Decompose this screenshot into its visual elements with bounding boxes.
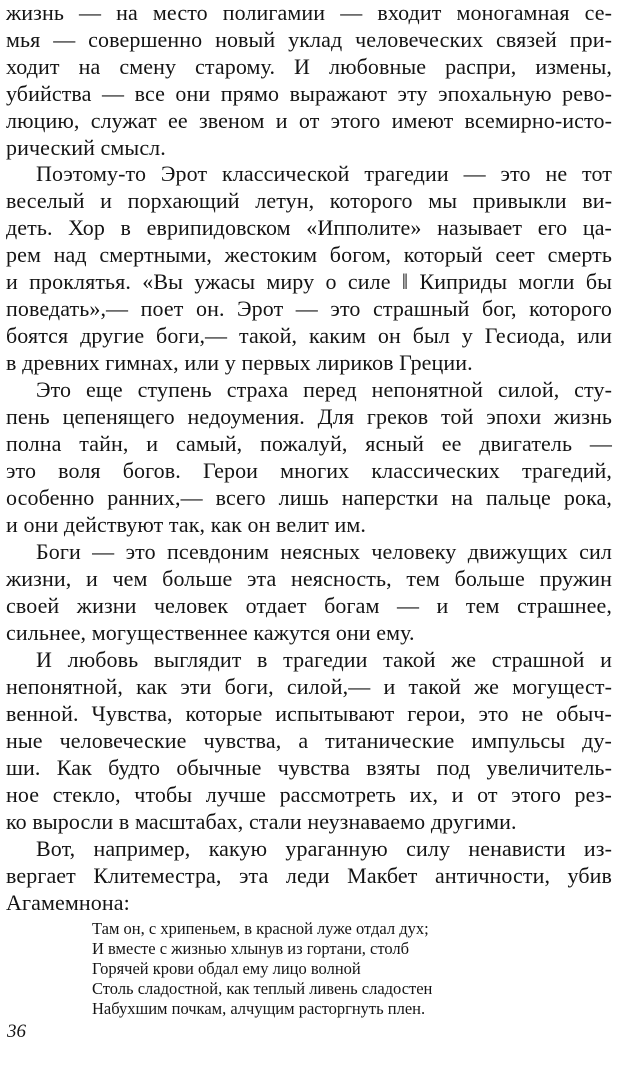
text-line: вергает Клитеместра, эта леди Макбет античности, убив <box>6 863 612 888</box>
text-line: и они действуют так, как он велит им. <box>6 512 367 537</box>
verse-line: Столь сладостной, как теплый ливень сладостен <box>92 979 433 998</box>
text-line: боятся другие боги,— такой, каким он был у Гесиода, или <box>6 323 612 348</box>
verse-line: Горячей крови обдал ему лицо волной <box>92 959 361 978</box>
text-line: ходит на смену старому. И любовные распри, измены, <box>6 54 612 79</box>
text-line: Агамемнона: <box>6 890 130 915</box>
text-line: Это еще ступень страха перед непонятной силой, сту- <box>36 377 612 402</box>
text-line: поведать»,— поет он. Эрот — это страшный бог, которого <box>6 296 612 321</box>
text-line: жизни, и чем больше эта неясность, тем больше пружин <box>6 566 612 591</box>
text-line: деть. Хор в еврипидовском «Ипполите» называет его ца- <box>6 215 612 240</box>
text-line: особенно ранних,— всего лишь наперстки на пальце рока, <box>6 485 612 510</box>
text-line: люцию, служат ее звеном и от этого имеют всемирно-исто- <box>6 108 612 133</box>
text-line: ко выросли в масштабах, стали неузнаваемо другими. <box>6 809 517 834</box>
text-line: мья — совершенно новый уклад человеческих связей при- <box>6 27 612 52</box>
verse-line: И вместе с жизнью хлынув из гортани, столб <box>92 939 410 958</box>
text-line: своей жизни человек отдает богам — и тем страшнее, <box>6 593 612 618</box>
text-line: пень цепенящего недоумения. Для греков той эпохи жизнь <box>6 404 612 429</box>
text-line: рический смысл. <box>6 135 166 160</box>
text-line: ное стекло, чтобы лучше рассмотреть их, и от этого рез- <box>6 782 612 807</box>
text-line: ные человеческие чувства, а титанические импульсы ду- <box>6 728 612 753</box>
text-line: полна тайн, и самый, пожалуй, ясный ее двигатель — <box>6 431 612 456</box>
verse-line: Набухшим почкам, алчущим расторгнуть плен. <box>92 999 426 1018</box>
text-line: это воля богов. Герои многих классических трагедий, <box>6 458 612 483</box>
text-line: непонятной, как эти боги, силой,— и такой же могущест- <box>6 674 612 699</box>
verse-line: Там он, с хрипеньем, в красной луже отдал дух; <box>92 919 429 938</box>
text-line: Вот, например, какую ураганную силу ненависти из- <box>36 836 612 861</box>
text-line: убийства — все они прямо выражают эту эпохальную рево- <box>6 81 612 106</box>
text-line: И любовь выглядит в трагедии такой же страшной и <box>36 647 612 672</box>
text-line: и проклятья. «Вы ужасы миру о силе ‖ Киприды могли бы <box>6 269 612 294</box>
text-line: жизнь — на место полигамии — входит моногамная се- <box>6 0 612 25</box>
text-line: Поэтому-то Эрот классической трагедии — это не тот <box>36 161 612 186</box>
text-line: рем над смертными, жестоким богом, который сеет смерть <box>6 242 612 267</box>
text-line: Боги — это псевдоним неясных человеку движущих сил <box>36 539 612 564</box>
text-line: веселый и порхающий летун, которого мы привыкли ви- <box>6 188 612 213</box>
text-line: в древних гимнах, или у первых лириков Греции. <box>6 350 473 375</box>
page-number: 36 <box>7 1021 26 1042</box>
text-line: ши. Как будто обычные чувства взяты под увеличитель- <box>6 755 612 780</box>
text-line: венной. Чувства, которые испытывают герои, это не обыч- <box>6 701 612 726</box>
text-line: сильнее, могущественнее кажутся они ему. <box>6 620 415 645</box>
